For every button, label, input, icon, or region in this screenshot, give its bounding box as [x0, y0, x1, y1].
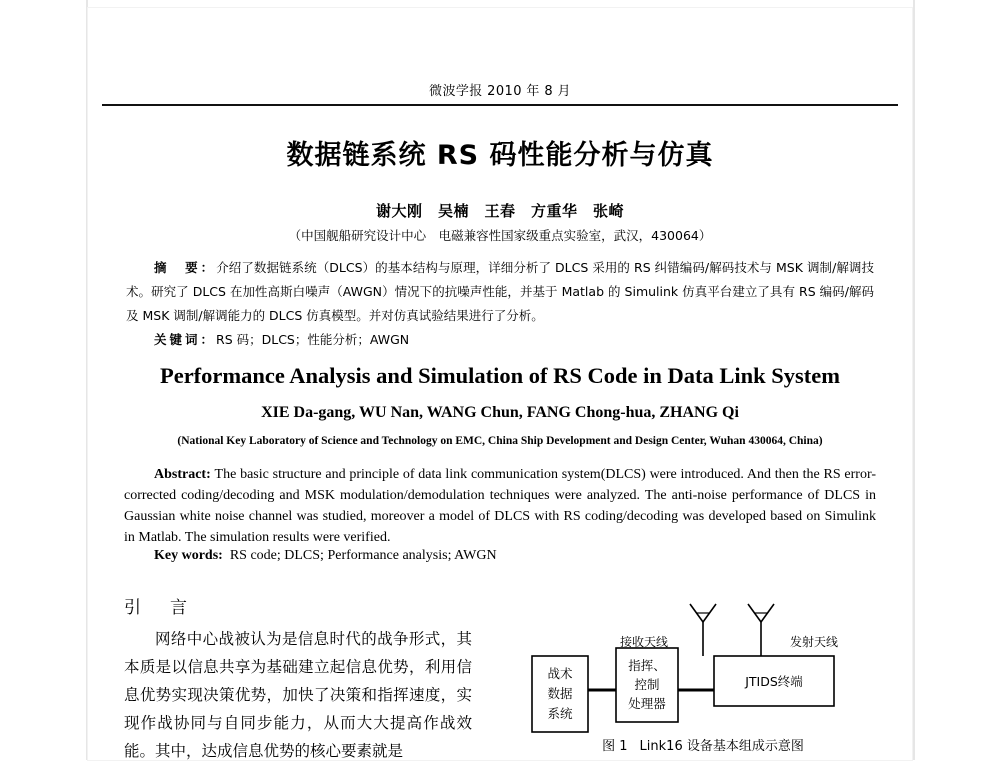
- english-keywords: [124, 548, 876, 564]
- transmit-antenna-icon: [748, 604, 774, 656]
- box1-label-line2: 数据: [547, 686, 573, 701]
- chinese-abstract: [126, 256, 874, 328]
- paper-sheet: [88, 8, 912, 760]
- box3-label: JTIDS终端: [745, 674, 803, 689]
- body-paragraph: 网络中心战被认为是信息时代的战争形式，其本质是以信息共享为基础建立起信息优势，利用信息优势实现决策优势，加快了决策和指挥速度，实现作战协同与自同步能力，从而大大提高作战效能。其中，达成信息优势的核心要素就是: [124, 630, 472, 760]
- chinese-keywords-text: RS 码；DLCS；性能分析；AWGN: [216, 332, 410, 347]
- chinese-title: 数据链系统 RS 码性能分析与仿真: [286, 140, 714, 171]
- english-abstract-text: The basic structure and principle of data link communication system(DLCS) were introduced. And then the RS error-corrected coding/decoding and MSK modulation/demodulation techniques were analyzed. The anti-noise performance of DLCS in Gaussian white noise channel was studied, moreover a model of DLCS with RS coding/decoding was developed based on Simulink in Matlab. The simulation results were verified.: [124, 467, 877, 545]
- english-keywords-label: Key words:: [154, 548, 223, 563]
- english-authors: XIE Da-gang, WU Nan, WANG Chun, FANG Chong-hua, ZHANG Qi: [261, 404, 739, 421]
- chinese-authors: 谢大刚 吴楠 王春 方重华 张崎: [375, 202, 624, 220]
- english-abstract: [124, 464, 876, 548]
- box1-label-line1: 战术: [547, 666, 573, 681]
- box2-label-line1: 指挥、: [628, 658, 666, 673]
- section-heading: 引 言: [124, 598, 193, 618]
- english-abstract-label: Abstract:: [154, 467, 211, 482]
- figure-caption: [518, 735, 888, 754]
- antenna-left-label: 接收天线: [619, 635, 668, 649]
- header-rule: [102, 104, 898, 106]
- box1-label-line3: 系统: [547, 706, 573, 721]
- chinese-keywords: [126, 330, 874, 348]
- chinese-keywords-label: 关键词：: [154, 332, 217, 347]
- english-affiliation: (National Key Laboratory of Science and Technology on EMC, China Ship Development and Design Center, Wuhan 430064, China): [177, 435, 823, 447]
- figure-caption-number: 图 1: [602, 739, 628, 754]
- antenna-right-label: 发射天线: [790, 635, 839, 649]
- box2-label-line2: 控制: [634, 677, 660, 692]
- english-keywords-text: RS code; DLCS; Performance analysis; AWGN: [229, 548, 497, 563]
- chinese-abstract-label: 摘 要：: [154, 260, 217, 275]
- figure-caption-text: Link16 设备基本组成示意图: [639, 739, 804, 754]
- running-head: 微波学报 2010 年 8 月: [429, 84, 571, 99]
- receive-antenna-icon: [690, 604, 716, 656]
- english-title: Performance Analysis and Simulation of RS Code in Data Link System: [159, 363, 841, 388]
- chinese-abstract-text: 介绍了数据链系统（DLCS）的基本结构与原理，详细分析了 DLCS 采用的 RS 纠错编码/解码技术与 MSK 调制/解调技术。研究了 DLCS 在加性高斯白噪声（AWGN）情况下的抗噪声性能，并基于 Matlab 的 Simulink 仿真平台建立了具有 RS 编码/解码及 MSK 调制/解调能力的 DLCS 仿真模型。并对仿真试验结果进行了分析。: [126, 260, 874, 323]
- box2-label-line3: 处理器: [628, 696, 666, 711]
- chinese-affiliation-text: （中国舰船研究设计中心 电磁兼容性国家级重点实验室，武汉，430064）: [288, 228, 712, 243]
- page-right-margin-edge: [913, 0, 915, 760]
